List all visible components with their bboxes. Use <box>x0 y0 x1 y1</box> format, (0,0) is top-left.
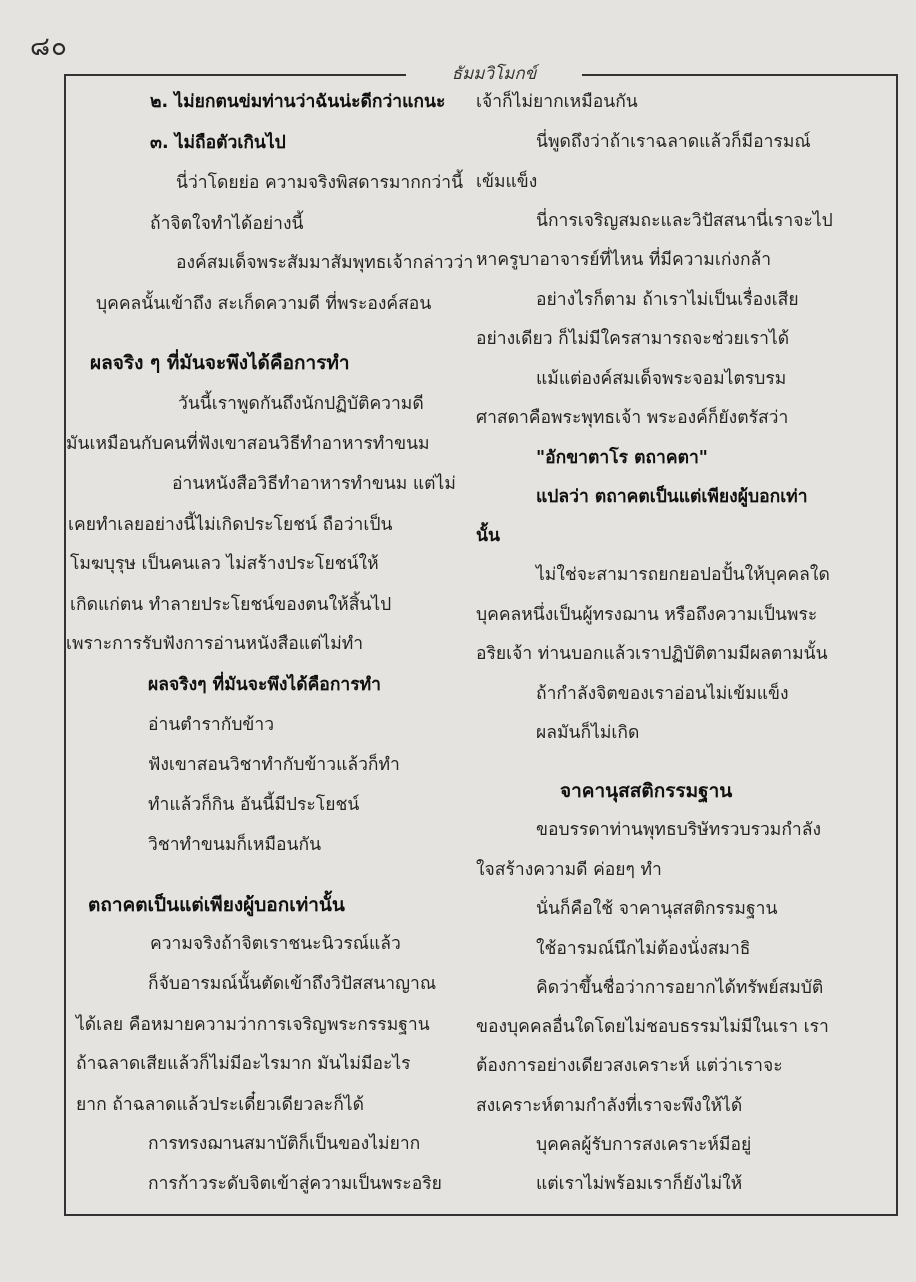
text-line: เพราะการรับฟังการอ่านหนังสือแต่ไม่ทำ <box>66 634 364 655</box>
text-line: อย่างไรก็ตาม ถ้าเราไม่เป็นเรื่องเสีย <box>536 290 799 311</box>
text-line: ถ้ากำลังจิตของเราอ่อนไม่เข้มแข็ง <box>536 683 789 704</box>
text-line: ความจริงถ้าจิตเราชนะนิวรณ์แล้ว <box>150 934 401 955</box>
text-line: อริยเจ้า ท่านบอกแล้วเราปฏิบัติตามมีผลตามนั้น <box>476 644 828 664</box>
section-heading: ตถาคตเป็นแต่เพียงผู้บอกเท่านั้น <box>88 893 345 916</box>
text-line: ๓. ไม่ถือตัวเกินไป <box>150 132 286 153</box>
text-line: บุคคลหนึ่งเป็นผู้ทรงฌาน หรือถึงความเป็นพระ <box>476 605 818 626</box>
text-line: ไม่ใช่จะสามารถยกยอปอปั้นให้บุคคลใด <box>536 565 830 586</box>
text-line: ใจสร้างความดี ค่อยๆ ทำ <box>476 859 662 880</box>
text-line: นี่พูดถึงว่าถ้าเราฉลาดแล้วก็มีอารมณ์ <box>536 131 811 152</box>
text-line: โมฆบุรุษ เป็นคนเลว ไม่สร้างประโยชน์ให้ <box>70 554 379 575</box>
text-line: แต่เราไม่พร้อมเราก็ยังไม่ให้ <box>536 1174 743 1194</box>
text-line: ศาสดาคือพระพุทธเจ้า พระองค์ก็ยังตรัสว่า <box>476 407 789 428</box>
text-line: ต้องการอย่างเดียวสงเคราะห์ แต่ว่าเราจะ <box>476 1056 783 1077</box>
text-line: หาครูบาอาจารย์ที่ไหน ที่มีความเก่งกล้า <box>476 250 772 271</box>
text-line: เคยทำเลยอย่างนี้ไม่เกิดประโยชน์ ถือว่าเป็น <box>68 514 393 535</box>
text-line: ถ้าฉลาดเสียแล้วก็ไม่มีอะไรมาก มันไม่มีอะไร <box>76 1054 411 1075</box>
text-line: ผลจริงๆ ที่มันจะพึงได้คือการทำ <box>148 674 382 695</box>
text-line: คิดว่าขึ้นชื่อว่าการอยากได้ทรัพย์สมบัติ <box>536 977 824 998</box>
text-line: การทรงฌานสมาบัติก็เป็นของไม่ยาก <box>148 1134 421 1155</box>
text-line: นั่นก็คือใช้ จาคานุสสติกรรมฐาน <box>536 898 778 919</box>
text-line: แม้แต่องค์สมเด็จพระจอมไตรบรม <box>536 368 787 389</box>
text-line: ๒. ไม่ยกตนข่มท่านว่าฉันน่ะดีกว่าแกนะ <box>150 92 446 113</box>
text-line: บุคคลนั้นเข้าถึง สะเก็ดความดี ที่พระองค์สอน <box>96 293 432 314</box>
text-line: การก้าวระดับจิตเข้าสู่ความเป็นพระอริย <box>148 1174 442 1194</box>
text-line: ทำแล้วก็กิน อันนี้มีประโยชน์ <box>148 794 360 815</box>
text-line: ก็จับอารมณ์นั้นตัดเข้าถึงวิปัสสนาญาณ <box>148 974 437 994</box>
text-line: อ่านหนังสือวิธีทำอาหารทำขนม แต่ไม่ <box>172 474 456 495</box>
text-line: วิชาทำขนมก็เหมือนกัน <box>148 835 322 856</box>
text-frame <box>64 64 898 1216</box>
text-line: ฟังเขาสอนวิชาทำกับข้าวแล้วก็ทำ <box>148 755 400 776</box>
text-line: ถ้าจิตใจทำได้อย่างนี้ <box>150 213 304 234</box>
text-line: เจ้าก็ไม่ยากเหมือนกัน <box>476 92 638 113</box>
text-line: วันนี้เราพูดกันถึงนักปฏิบัติความดี <box>178 393 424 414</box>
text-line: ผลมันก็ไม่เกิด <box>536 722 640 743</box>
text-line: แปลว่า ตถาคตเป็นแต่เพียงผู้บอกเท่า <box>536 486 808 507</box>
text-line: มันเหมือนกับคนที่ฟังเขาสอนวิธีทำอาหารทำขนม <box>66 433 430 454</box>
text-line: ได้เลย คือหมายความว่าการเจริญพระกรรมฐาน <box>76 1014 430 1035</box>
section-heading: จาคานุสสติกรรมฐาน <box>560 780 733 803</box>
running-header: ธัมมวิโมกข์ <box>406 60 582 87</box>
section-heading: ผลจริง ๆ ที่มันจะพึงได้คือการทำ <box>90 352 350 375</box>
page-number: ๘๐ <box>30 32 68 62</box>
text-line: ของบุคคลอื่นใดโดยไม่ชอบธรรมไม่มีในเรา เรา <box>476 1017 829 1038</box>
text-line: สงเคราะห์ตามกำลังที่เราจะพึงให้ได้ <box>476 1096 743 1117</box>
text-line: ยาก ถ้าฉลาดแล้วประเดี๋ยวเดียวละก็ได้ <box>76 1094 364 1115</box>
text-line: ใช้อารมณ์นึกไม่ต้องนั่งสมาธิ <box>536 938 751 959</box>
text-line: บุคคลผู้รับการสงเคราะห์มีอยู่ <box>536 1135 752 1156</box>
text-line: อ่านตำรากับข้าว <box>148 714 275 735</box>
text-line: นี่การเจริญสมถะและวิปัสสนานี่เราจะไป <box>536 211 833 232</box>
text-line: นั้น <box>476 526 500 547</box>
text-line: องค์สมเด็จพระสัมมาสัมพุทธเจ้ากล่าวว่า <box>176 253 474 274</box>
text-line: เกิดแก่ตน ทำลายประโยชน์ของตนให้สิ้นไป <box>70 594 392 615</box>
text-line: อย่างเดียว ก็ไม่มีใครสามารถจะช่วยเราได้ <box>476 329 790 350</box>
quote-line: "อักขาตาโร ตถาคตา" <box>536 447 708 468</box>
text-line: ขอบรรดาท่านพุทธบริษัทรวบรวมกำลัง <box>536 820 822 841</box>
text-line: เข้มแข็ง <box>476 171 538 192</box>
text-line: นี่ว่าโดยย่อ ความจริงพิสดารมากกว่านี้ <box>176 173 464 194</box>
